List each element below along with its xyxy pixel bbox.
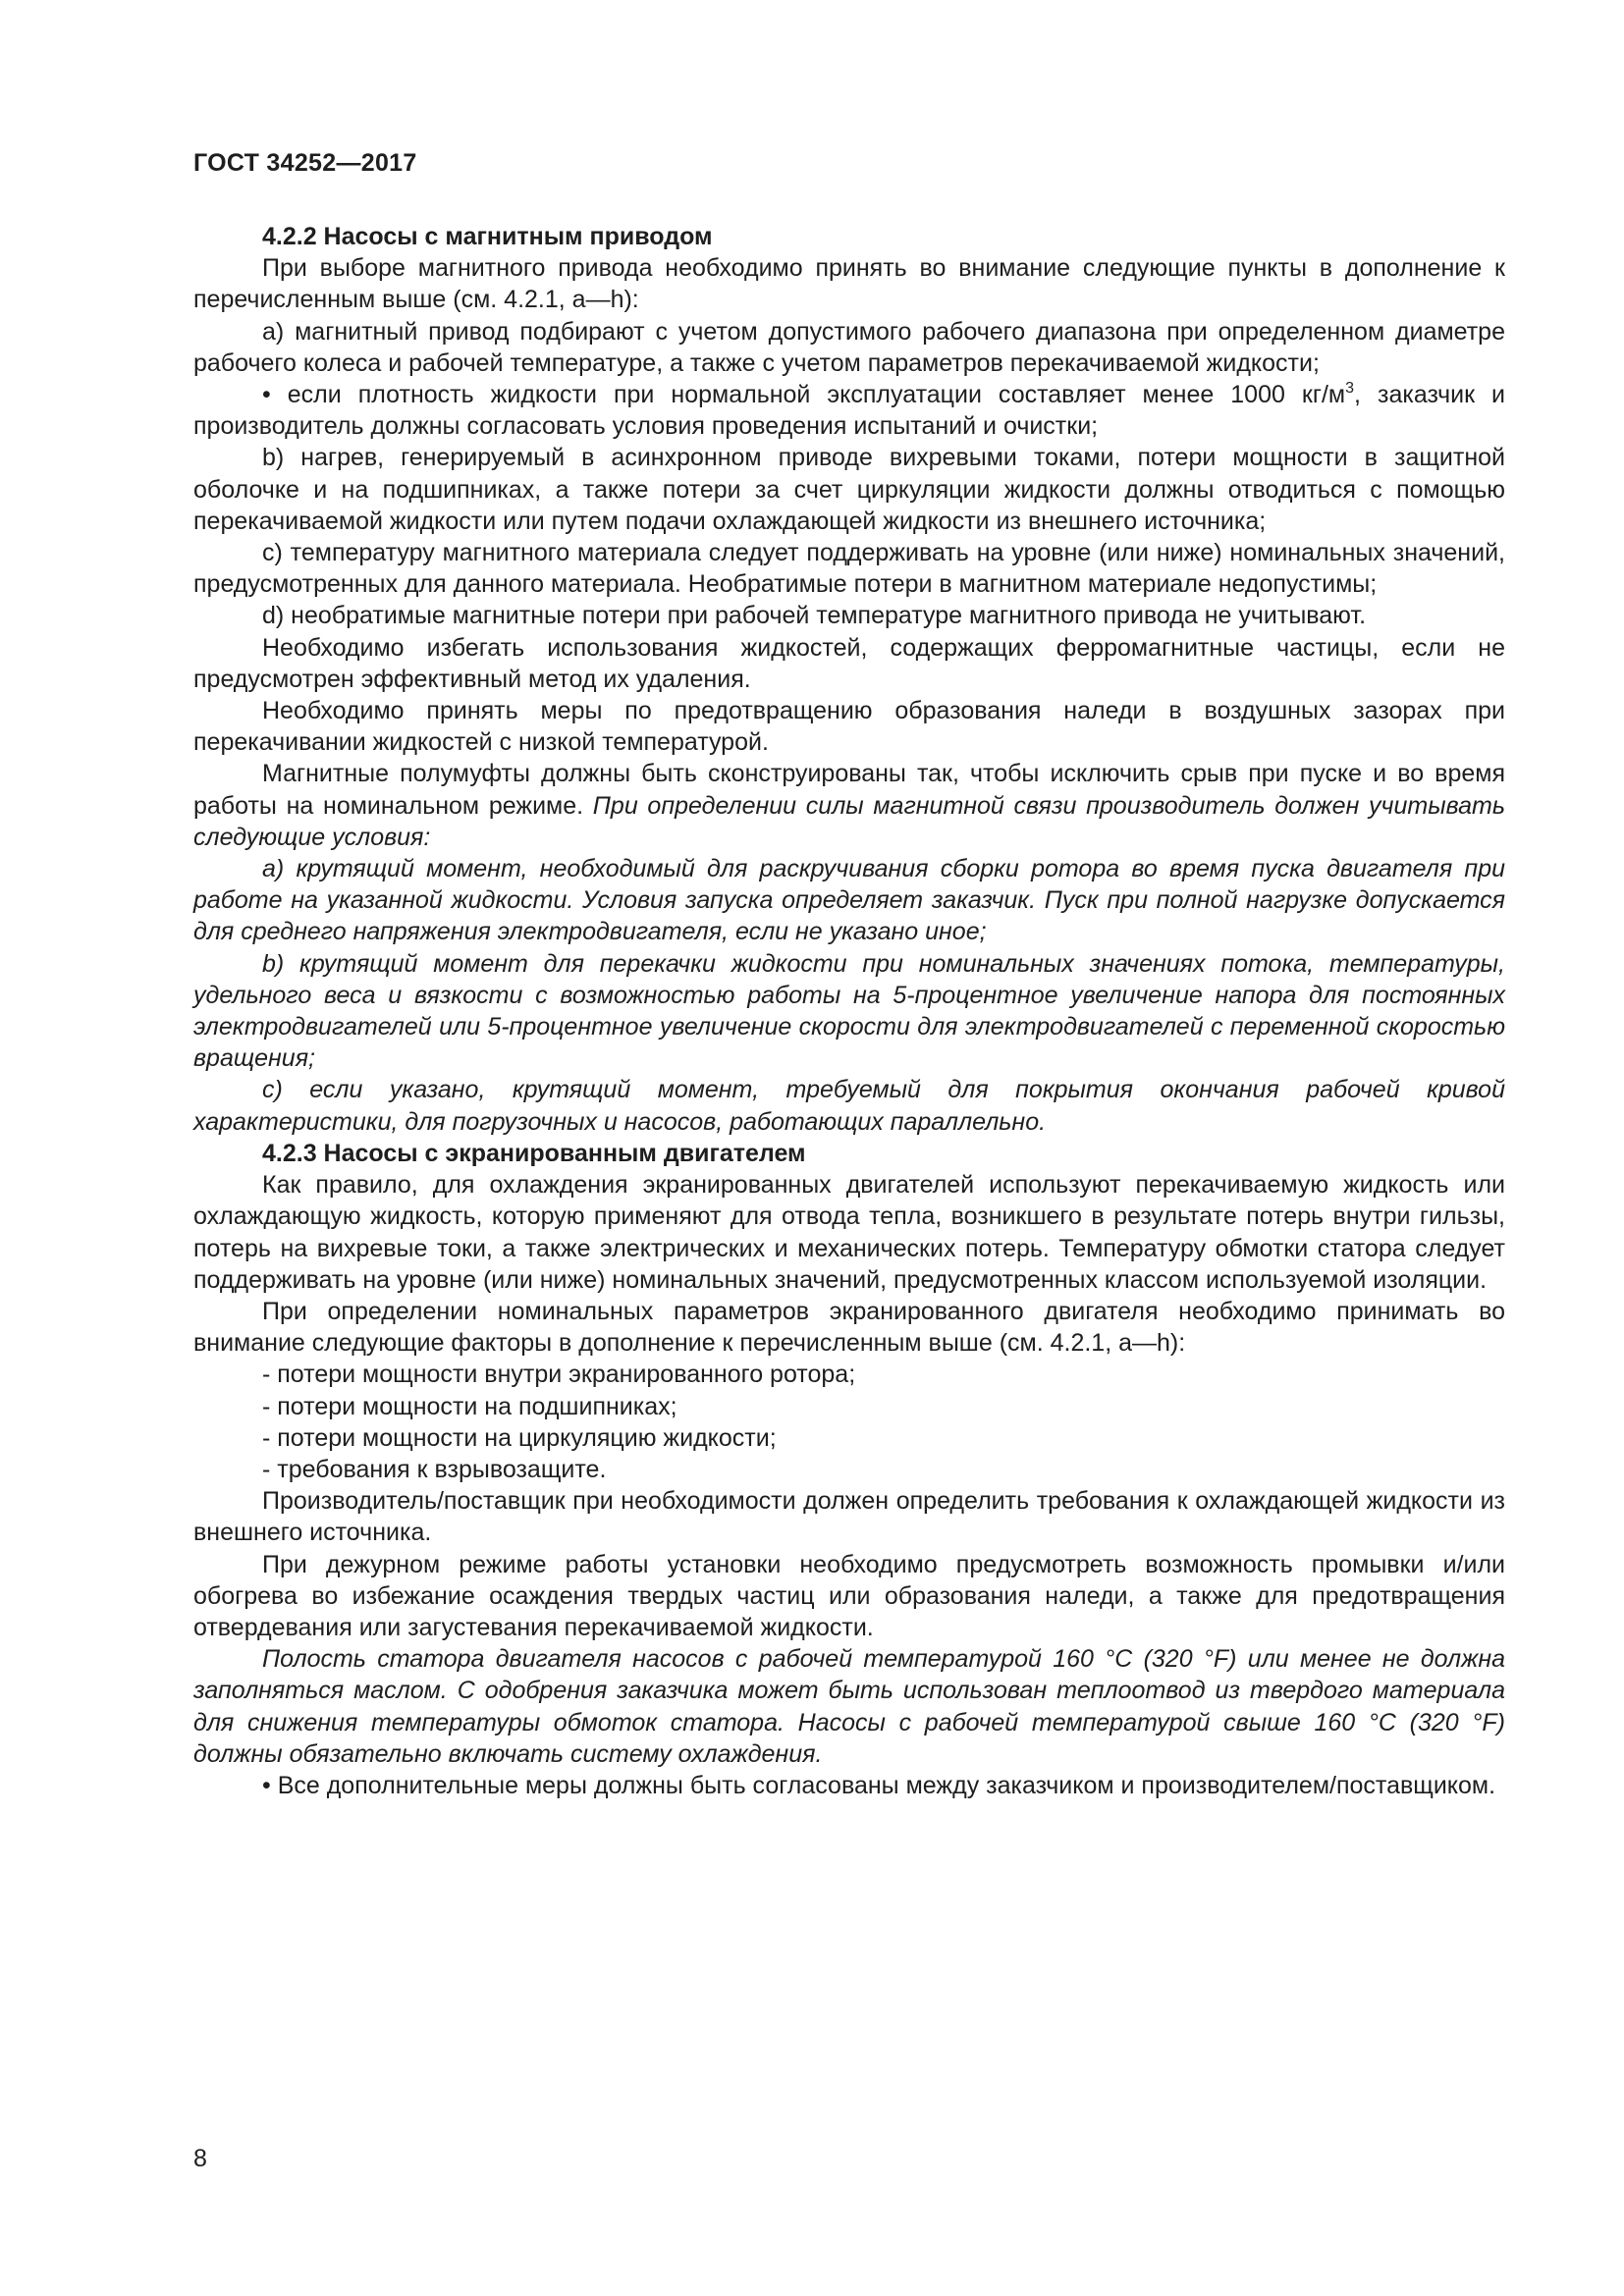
paragraph: При выборе магнитного привода необходимо принять во внимание следующие пункты в дополнение к перечисленным выше (см. 4.2.1, a—h): <box>193 254 1505 314</box>
paragraph-text: Магнитные полумуфты должны быть сконструированы так, чтобы исключить срыв при пуске и во время работы на номинальном режиме. <box>193 760 1505 820</box>
dash-list-item: - потери мощности внутри экранированного ротора; <box>262 1361 856 1389</box>
paragraph-text: • если плотность жидкости при нормальной эксплуатации составляет менее 1000 кг/м <box>262 381 1346 409</box>
paragraph-magnetic-couplings <box>193 758 1505 853</box>
italic-list-item-b: b) крутящий момент для перекачки жидкости при номинальных значениях потока, температуры, удельного веса и вязкости с возможностью работы на 5-процентное увеличение напора для постоянных электродвигателей или 5-процентное увеличение скорости для электродвигателей с переменной скоростью вращения; <box>193 949 1505 1073</box>
dash-list-item: - требования к взрывозащите. <box>262 1455 607 1483</box>
section-heading-4-2-2: 4.2.2 Насосы с магнитным приводом <box>262 223 713 250</box>
bullet-item-agreement: • Все дополнительные меры должны быть согласованы между заказчиком и производителем/поставщиком. <box>262 1771 1496 1799</box>
list-item-b: b) нагрев, генерируемый в асинхронном приводе вихревыми токами, потери мощности в защитной оболочке и на подшипниках, а также потери за счет циркуляции жидкости должны отводиться с помощью перекачиваемой жидкости или путем подачи охлаждающей жидкости из внешнего источника; <box>193 444 1505 535</box>
dash-list-item: - потери мощности на циркуляцию жидкости; <box>262 1423 777 1452</box>
paragraph-text-tail: , заказчик и производитель должны согласовать условия проведения испытаний и очистки; <box>193 381 1505 441</box>
bullet-item-density <box>193 379 1505 442</box>
paragraph: При дежурном режиме работы установки необходимо предусмотреть возможность промывки и/или обогрева во избежание осаждения твердых частиц или образования наледи, а также для предотвращения отвердевания или загустевания перекачиваемой жидкости. <box>193 1550 1505 1641</box>
list-item-c: c) температуру магнитного материала следует поддерживать на уровне (или ниже) номинальных значений, предусмотренных для данного материала. Необратимые потери в магнитном материале недопустимы; <box>193 539 1505 599</box>
italic-list-item-a: a) крутящий момент, необходимый для раскручивания сборки ротора во время пуска двигателя при работе на указанной жидкости. Условия запуска определяет заказчик. Пуск при полной нагрузке допускается для среднего напряжения электродвигателя, если не указано иное; <box>193 855 1505 946</box>
list-item-d: d) необратимые магнитные потери при рабочей температуре магнитного привода не учитывают. <box>262 602 1367 630</box>
italic-list-item-c: c) если указано, крутящий момент, требуемый для покрытия окончания рабочей кривой характеристики, для погрузочных и насосов, работающих параллельно. <box>193 1076 1505 1136</box>
superscript: 3 <box>1345 380 1355 398</box>
paragraph: Необходимо избегать использования жидкостей, содержащих ферромагнитные частицы, если не предусмотрен эффективный метод их удаления. <box>193 633 1505 693</box>
paragraph: При определении номинальных параметров экранированного двигателя необходимо принимать во внимание следующие факторы в дополнение к перечисленным выше (см. 4.2.1, a—h): <box>193 1297 1505 1358</box>
italic-paragraph-stator: Полость статора двигателя насосов с рабочей температурой 160 °C (320 °F) или менее не должна заполняться маслом. С одобрения заказчика может быть использован теплоотвод из твердого материала для снижения температуры обмоток статора. Насосы с рабочей температурой свыше 160 °C (320 °F) должны обязательно включать систему охлаждения. <box>193 1645 1505 1768</box>
document-body <box>193 221 1505 1801</box>
paragraph-italic-tail: При определении силы магнитной связи производитель должен учитывать следующие условия: <box>193 791 1505 851</box>
list-item-a: a) магнитный привод подбирают с учетом допустимого рабочего диапазона при определенном диаметре рабочего колеса и рабочей температуре, а также с учетом параметров перекачиваемой жидкости; <box>193 317 1505 377</box>
paragraph: Производитель/поставщик при необходимости должен определить требования к охлаждающей жидкости из внешнего источника. <box>193 1487 1505 1547</box>
page-number: 8 <box>193 2145 207 2172</box>
section-heading-4-2-3: 4.2.3 Насосы с экранированным двигателем <box>262 1139 806 1167</box>
dash-list-item: - потери мощности на подшипниках; <box>262 1392 677 1420</box>
page-header-standard-number: ГОСТ 34252—2017 <box>193 149 417 177</box>
paragraph: Необходимо принять меры по предотвращению образования наледи в воздушных зазорах при перекачивании жидкостей с низкой температурой. <box>193 697 1505 757</box>
paragraph: Как правило, для охлаждения экранированных двигателей используют перекачиваемую жидкость или охлаждающую жидкость, которую применяют для отвода тепла, возникшего в результате потерь внутри гильзы, потерь на вихревые токи, а также электрических и механических потерь. Температуру обмотки статора следует поддерживать на уровне (или ниже) номинальных значений, предусмотренных классом используемой изоляции. <box>193 1171 1505 1294</box>
